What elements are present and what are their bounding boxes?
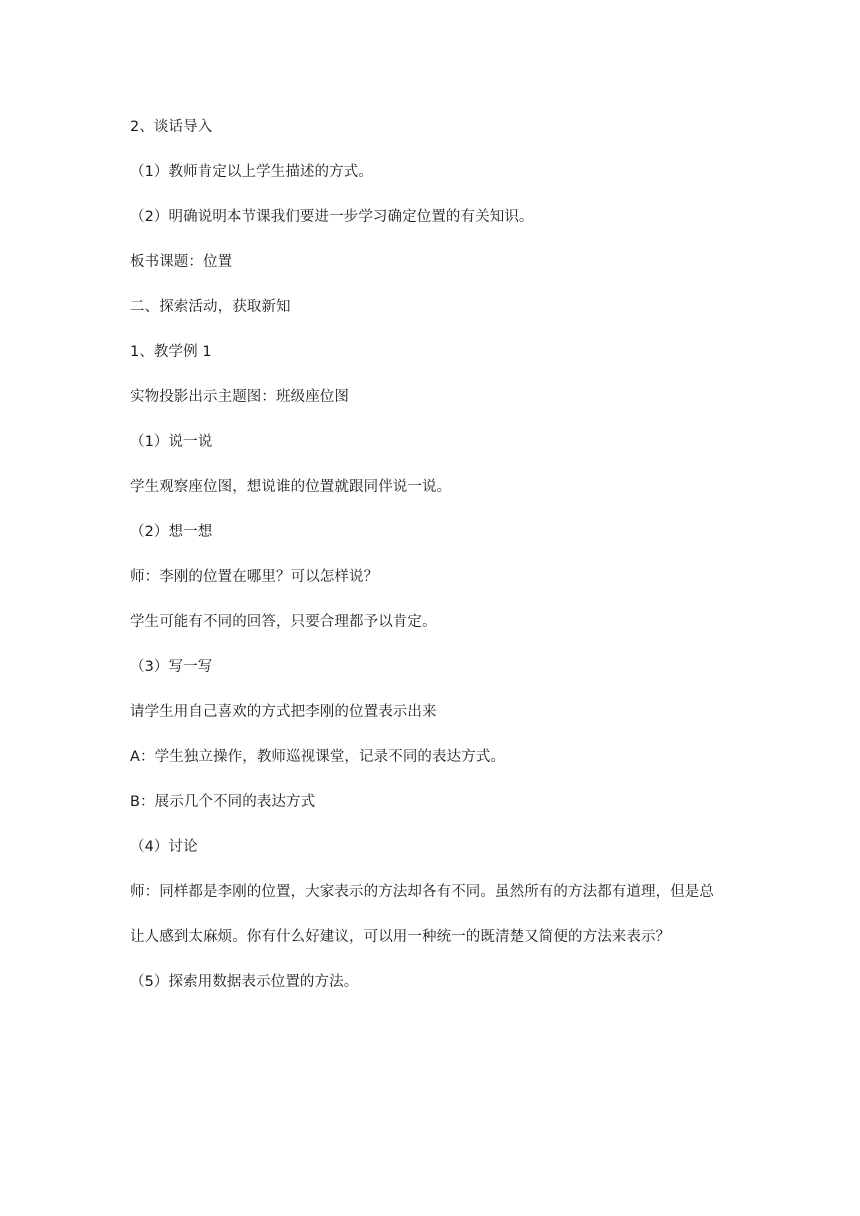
document-body: [130, 116, 740, 993]
paragraph: 学生可能有不同的回答，只要合理都予以肯定。: [130, 614, 437, 630]
step-heading: （3）写一写: [130, 659, 213, 675]
paragraph: 学生观察座位图，想说谁的位置就跟同伴说一说。: [130, 479, 452, 495]
paragraph: （1）教师肯定以上学生描述的方式。: [130, 164, 373, 180]
paragraph: 实物投影出示主题图：班级座位图: [130, 389, 349, 405]
paragraph: 板书课题：位置: [130, 254, 233, 270]
step-heading: （5）探索用数据表示位置的方法。: [130, 974, 359, 990]
paragraph: B：展示几个不同的表达方式: [130, 794, 316, 810]
paragraph: 师：李刚的位置在哪里？可以怎样说？: [130, 569, 379, 585]
paragraph: 让人感到太麻烦。你有什么好建议，可以用一种统一的既清楚又简便的方法来表示？: [130, 929, 671, 945]
subsection-heading-example: 1、教学例 1: [130, 344, 212, 360]
section-heading-talk-intro: 2、谈话导入: [130, 119, 213, 135]
step-heading: （4）讨论: [130, 839, 198, 855]
step-heading: （2）想一想: [130, 524, 213, 540]
step-heading: （1）说一说: [130, 434, 213, 450]
paragraph: （2）明确说明本节课我们要进一步学习确定位置的有关知识。: [130, 209, 534, 225]
paragraph: A：学生独立操作，教师巡视课堂，记录不同的表达方式。: [130, 749, 506, 765]
section-heading-explore: 二、探索活动，获取新知: [130, 299, 291, 315]
paragraph: 请学生用自己喜欢的方式把李刚的位置表示出来: [130, 704, 437, 720]
paragraph: 师：同样都是李刚的位置，大家表示的方法却各有不同。虽然所有的方法都有道理，但是总: [130, 884, 714, 900]
